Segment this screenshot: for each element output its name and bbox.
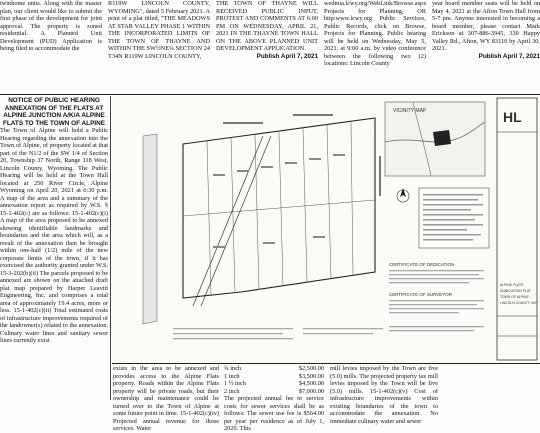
- plat-drawing: [113, 96, 540, 363]
- top-col-2-text: R119W LINCOLN COUNTY, WYOMING", dated 5 February 2021. A print of a plat titled, "THE MEADOWS AT STAR VALLEY PHASE 1 WITHIN THE INCORPORATED LIMITS OF THE TOWN OF THAYNE AND WITHIN THE SW½NE¼ SECTION 24 T34N R119W LINCOLN COUNTY,: [108, 0, 210, 60]
- fee-size: 1 inch: [224, 372, 240, 380]
- plat-bottom-divider: [112, 363, 540, 364]
- top-col-1-text: twinhome units. Along with the master plan, our client would like to submit the first phase of the development for joint approval. The property is zoned residential. A Planned Unit Development (PUD) Application is being filed to accommodate the: [0, 0, 102, 52]
- fee-amount: $7,000.00: [298, 387, 324, 395]
- fee-amount: $2,500.00: [298, 365, 324, 372]
- notice-title: NOTICE OF PUBLIC HEARING ANNEXATION OF THE FLATS AT ALPINE JUNCTION A/K/A ALPINE FLATS TO THE TOWN OF ALPINE: [2, 97, 105, 127]
- fee-size: 1 ½ inch: [224, 380, 246, 387]
- title-line-1: ALPINE FLATS: [500, 283, 524, 287]
- fee-row: [224, 373, 324, 381]
- top-col-2: [108, 0, 210, 92]
- fee-amount: $3,500.00: [298, 372, 324, 380]
- diagonal-road: [193, 136, 271, 306]
- annexation-notice: [0, 97, 108, 400]
- top-col-5-text: year board member seats will be held on May 4, 2021 at the Afton Town Hall from 5-7 pm. Anyone interested in becoming a board member, please contact Mark Erickson at 307-886-3945, 330 Happy Valley Rd., Afton, WY 83110 by April 30, 2021.: [432, 0, 540, 52]
- annexation-plat-map: [113, 96, 540, 363]
- fee-row: [224, 365, 324, 373]
- bottom-col-3: [224, 365, 324, 432]
- bottom-col-4-text: mill levies imposed by the Town are five (5.0) mills. The projected property tax mill levies imposed by the Town will be five (5.0) mills. 15-1-402(c)(v) Cost of infrastructure improvements within existing boundaries of the town to accommodate the annexation. No immediate culinary water and sewer: [330, 365, 438, 425]
- bottom-col-4: [330, 365, 438, 425]
- right-of-way-strip: [143, 134, 157, 324]
- top-col-5-publish: Publish April 7, 2021: [478, 52, 540, 60]
- certificate-block: [389, 262, 484, 331]
- column-divider: [110, 96, 111, 400]
- title-line-2: ANNEXATION PLAT: [500, 289, 531, 293]
- north-arrow-icon: [397, 188, 409, 202]
- lot-lines: [183, 122, 375, 296]
- firm-logo: HL: [503, 109, 522, 125]
- bottom-col-3-text: The projected annual fee or service costs for sewer services shall be as follows: The sewer use fee is $564.00 per year per residence as of July 1, 2020. This: [224, 395, 324, 432]
- top-col-4: [324, 0, 426, 92]
- vicinity-map-label: VICINITY MAP: [393, 108, 427, 114]
- top-col-3-text: THE TOWN OF THAYNE WILL RECEIVED PUBLIC INPUT, PROTEST AND COMMENTS AT 6:00 PM ON WEDNESDAY, APRIL 21, 2021 IN THE THAYNE TOWN HALL ON THE ABOVE PLANNED UNIT DEVELOPMENT APPLICATION.: [216, 0, 318, 52]
- fee-amount: $4,500.00: [298, 380, 324, 387]
- bottom-col-2: [113, 365, 219, 432]
- top-col-5: [432, 0, 540, 92]
- top-col-4-text: wedmia.lcwy.org/WebLink/Browse.aspx Projects for Planning, OR http:www.lcwy.org Public Services, Public Records, click on Browse, Projects for Planning. Public hearing will be held on Wednesday, May 5, 2021, at 9:00 a.m. by video conference between the following two (2) locations: Lincoln County: [324, 0, 427, 67]
- title-line-4: LINCOLN COUNTY, WY: [500, 301, 537, 305]
- fee-row: [224, 388, 324, 396]
- fee-size: ¾ inch: [224, 365, 242, 372]
- fee-table: [224, 365, 324, 395]
- fee-row: [224, 380, 324, 388]
- section-divider: [0, 94, 540, 95]
- notice-body: The Town of Alpine will hold a Public Hearing regarding the annexation into the Town of Alpine, of property located at that part of the N1/2 of the SW 1/4 of Section 20, Township 37 North, Range 118 West, Lincoln County, Wyoming. The Public Hearing will be held at the Town Hall located at 250 River Circle, Alpine Wyoming on April 20, 2021 at 6:30 p.m. A map of the area and a summary of the annexation report as required by W.S. § 15-1-402(c) are as follows: 15-1-402(c)(i) A map of the area proposed to be annexed showing identifiable landmarks and boundaries and the area which will, as a result of the annexation then be brought within one-half (1/2) mile of the new corporate limits of the town, if it has exercised the authority granted under W.S. 15-3-202(b)(ii) The parcels proposed to be annexed are shown on the attached draft plat map prepared by Harper Leavitt Engineering, Inc. and comprises a total area of approximately 19.4 acres, more or less. 15-1-402(c)(ii) Total estimated costs of infrastructure improvements required of the landowner(s) related to the annexation. Culinary water lines and sanitary sewer lines currently exist: [0, 127, 108, 344]
- top-col-3: [216, 0, 318, 92]
- certificate-title: CERTIFICATE OF DEDICATION: [389, 262, 455, 267]
- legend-panel: [419, 188, 489, 248]
- top-col-3-publish: Publish April 7, 2021: [256, 52, 318, 60]
- certificate-title-2: CERTIFICATE OF SURVEYOR: [389, 292, 453, 297]
- dimension-text: [223, 114, 381, 196]
- fee-size: 2 inch: [224, 387, 240, 395]
- top-col-1: [0, 0, 102, 92]
- bottom-col-2-text: exists in the area to be annexed and provides access to the Alpine Flats property. Roads within the Alpine Flats property will be private roads, but their ownership and maintenance could be turned over to the Town of Alpine at some future point in time. 15-1-402(c)(iv) Projected annual revenue for those services. Water: [113, 365, 219, 432]
- title-block: [497, 98, 538, 360]
- title-line-3: TOWN OF ALPINE: [500, 295, 529, 299]
- plat-notes: [173, 328, 383, 339]
- vicinity-map: [385, 102, 485, 176]
